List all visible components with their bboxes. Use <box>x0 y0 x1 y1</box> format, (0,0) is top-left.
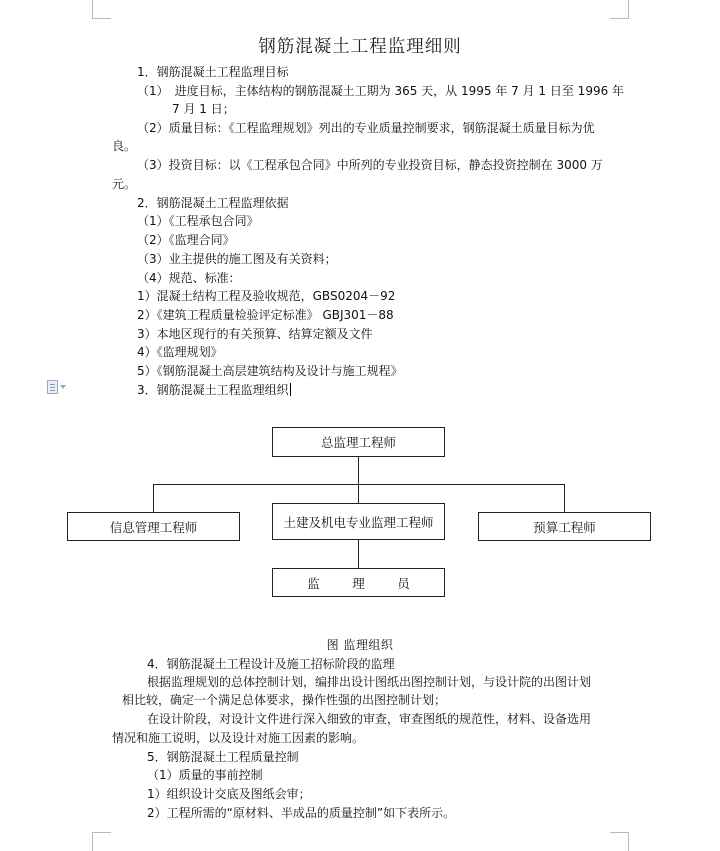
paragraph-line: 元。 <box>112 177 137 191</box>
paragraph-line: （1）质量的事前控制 <box>147 768 263 782</box>
paragraph-line: 4．钢筋混凝土工程设计及施工招标阶段的监理 <box>147 657 395 671</box>
dropdown-arrow-icon <box>60 385 66 389</box>
paragraph-line: 3）本地区现行的有关预算、结算定额及文件 <box>137 327 373 341</box>
paragraph-line: （3）投资目标：以《工程承包合同》中所列的专业投资目标，静态投资控制在 3000 万 <box>137 158 603 172</box>
paragraph-line: 根据监理规划的总体控制计划，编排出设计图纸出图控制计划，与设计院的出图计划 <box>147 675 592 689</box>
paragraph-line: 5）《钢筋混凝土高层建筑结构及设计与施工规程》 <box>137 364 403 378</box>
paragraph-line: 2）《建筑工程质量检验评定标准》 GBJ301－88 <box>137 308 394 322</box>
paragraph-line: （3）业主提供的施工图及有关资料； <box>137 252 337 266</box>
document-icon <box>47 380 58 394</box>
crop-mark <box>610 832 629 851</box>
org-box-specialty-engineer: 土建及机电专业监理工程师 <box>272 503 445 540</box>
org-box-supervisor: 监 理 员 <box>272 568 445 597</box>
paragraph-line: 3．钢筋混凝土工程监理组织 <box>137 383 289 397</box>
crop-mark <box>92 832 111 851</box>
paragraph-line: 5．钢筋混凝土工程质量控制 <box>147 750 299 764</box>
org-box-chief-supervisor: 总监理工程师 <box>272 427 445 457</box>
paragraph-line: （2）质量目标：《工程监理规划》列出的专业质量控制要求，钢筋混凝土质量目标为优 <box>137 121 595 135</box>
figure-caption: 图 监理组织 <box>326 638 394 652</box>
paragraph-line: （4）规范、标准： <box>137 271 241 285</box>
paragraph-line-with-cursor[interactable] <box>137 382 291 399</box>
org-connector <box>358 457 359 503</box>
paragraph-line: 1．钢筋混凝土工程监理目标 <box>137 65 289 79</box>
paragraph-line: （1）《工程承包合同》 <box>137 214 259 228</box>
paragraph-line: （1） 进度目标，主体结构的钢筋混凝土工期为 365 天，从 1995 年 7 月 1 日至 1996 年 <box>137 84 625 98</box>
paragraph-line: 相比较，确定一个满足总体要求，操作性强的出图控制计划； <box>122 693 447 707</box>
org-box-info-engineer: 信息管理工程师 <box>67 512 240 541</box>
paragraph-line: 情况和施工说明，以及设计对施工因素的影响。 <box>112 731 365 745</box>
org-connector <box>153 484 154 512</box>
org-connector <box>358 540 359 568</box>
document-options-icon[interactable] <box>47 380 67 396</box>
paragraph-line: （2）《监理合同》 <box>137 233 235 247</box>
crop-mark <box>610 0 629 19</box>
paragraph-line: 2）工程所需的“原材料、半成品的质量控制”如下表所示。 <box>147 806 456 820</box>
crop-mark <box>92 0 111 19</box>
paragraph-line: 良。 <box>112 139 137 153</box>
paragraph-line: 4）《监理规划》 <box>137 345 223 359</box>
org-connector <box>153 484 565 485</box>
document-title: 钢筋混凝土工程监理细则 <box>258 37 462 57</box>
paragraph-line: 2．钢筋混凝土工程监理依据 <box>137 196 289 210</box>
paragraph-line: 7 月 1 日； <box>172 102 235 116</box>
org-connector <box>564 484 565 512</box>
paragraph-line: 在设计阶段，对设计文件进行深入细致的审查，审查图纸的规范性，材料、设备选用 <box>147 712 592 726</box>
paragraph-line: 1）组织设计交底及图纸会审； <box>147 787 311 801</box>
paragraph-line: 1）混凝土结构工程及验收规范，GBS0204－92 <box>137 289 396 303</box>
text-cursor <box>290 383 291 396</box>
org-box-budget-engineer: 预算工程师 <box>478 512 651 541</box>
